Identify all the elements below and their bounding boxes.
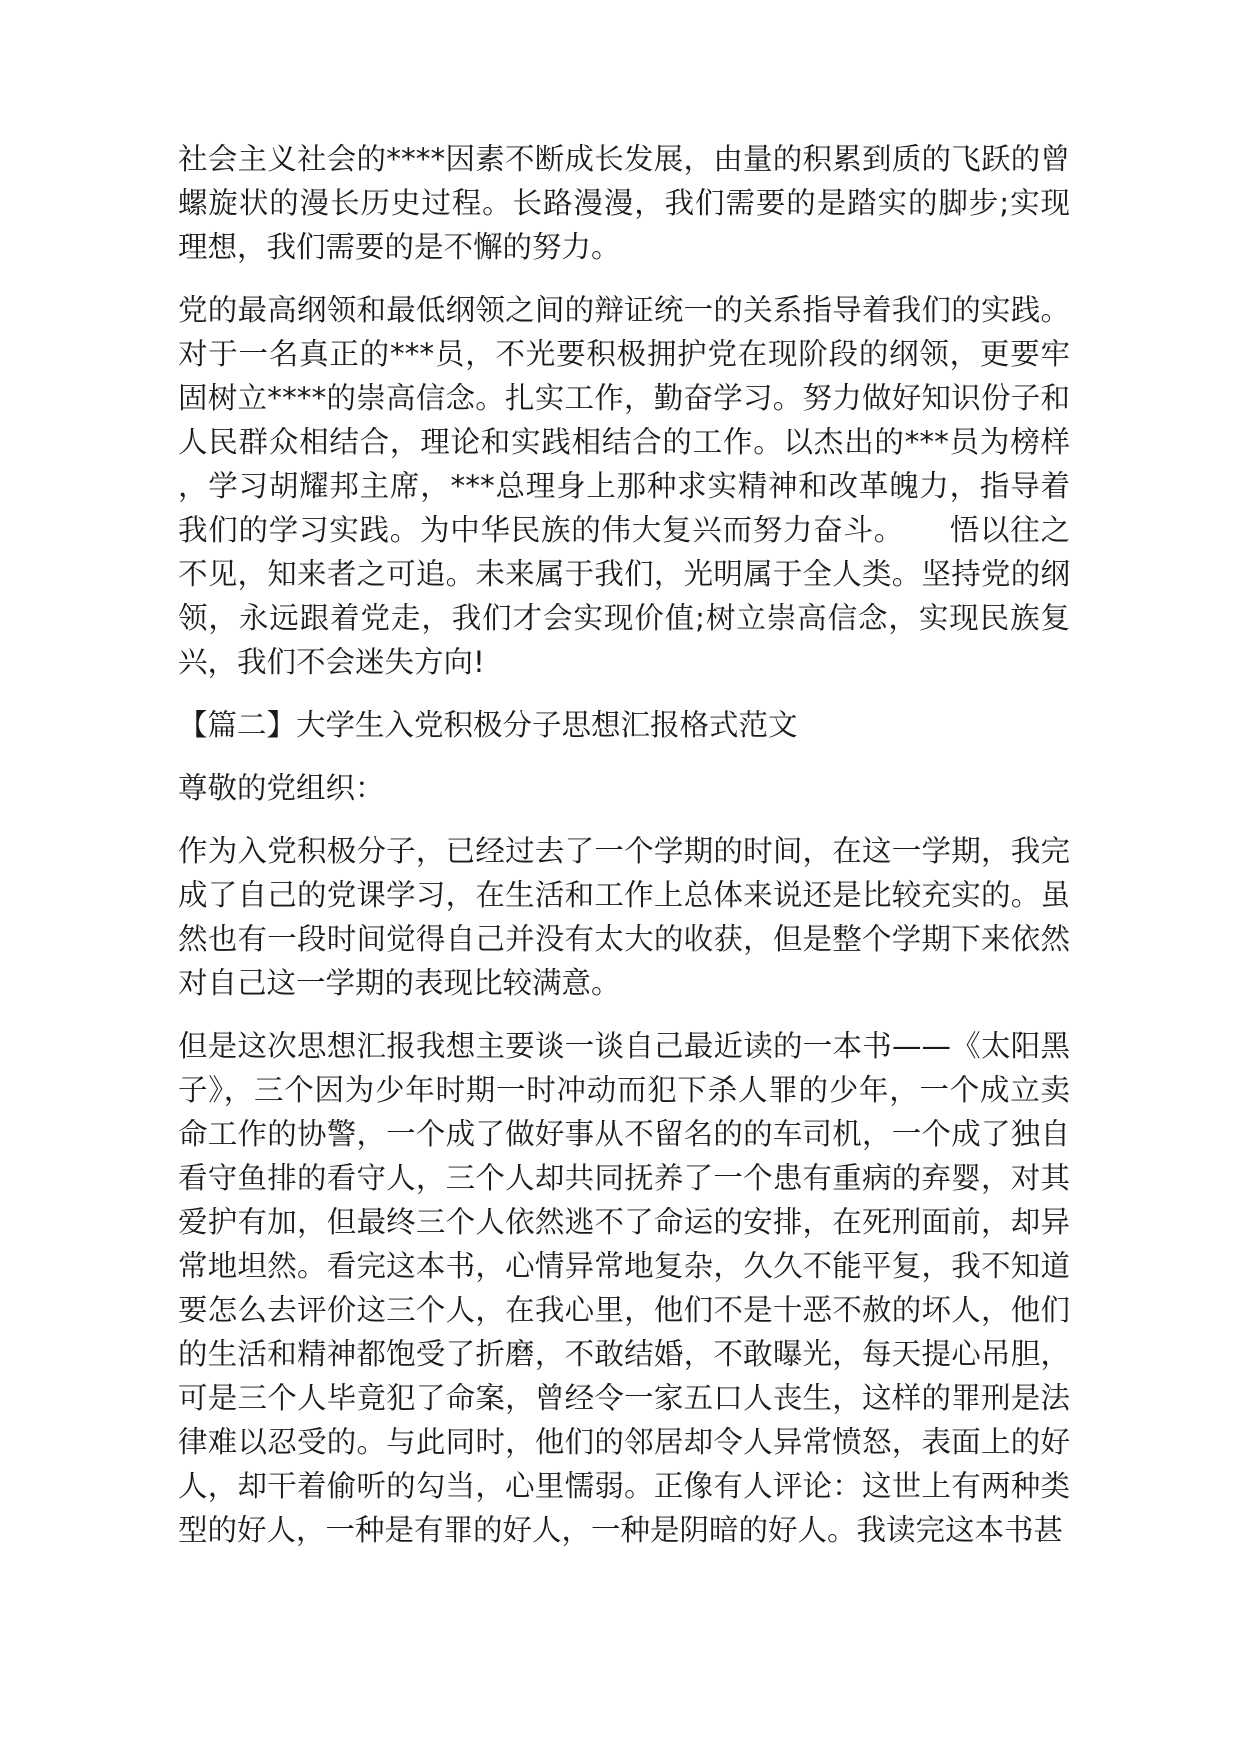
paragraph-3: 作为入党积极分子，已经过去了一个学期的时间，在这一学期，我完成了自己的党课学习，在生活和工作上总体来说还是比较充实的。虽然也有一段时间觉得自己并没有太大的收获，但是整个学期下来依然对自己这一学期的表现比较满意。 [178, 834, 1070, 1000]
paragraph-1: 社会主义社会的****因素不断成长发展，由量的积累到质的飞跃的曾螺旋状的漫长历史过程。长路漫漫，我们需要的是踏实的脚步;实现理想，我们需要的是不懈的努力。 [178, 142, 1070, 264]
salutation: 尊敬的党组织： [178, 771, 385, 805]
section-heading: 【篇二】大学生入党积极分子思想汇报格式范文 [178, 708, 798, 742]
paragraph-4: 但是这次思想汇报我想主要谈一谈自己最近读的一本书——《太阳黑子》，三个因为少年时期一时冲动而犯下杀人罪的少年，一个成立卖命工作的协警，一个成了做好事从不留名的的车司机，一个成了独自看守鱼排的看守人，三个人却共同抚养了一个患有重病的弃婴，对其爱护有加，但最终三个人依然逃不了命运的安排，在死刑面前，却异常地坦然。看完这本书，心情异常地复杂，久久不能平复，我不知道要怎么去评价这三个人，在我心里，他们不是十恶不赦的坏人，他们的生活和精神都饱受了折磨，不敢结婚，不敢曝光，每天提心吊胆，可是三个人毕竟犯了命案，曾经令一家五口人丧生，这样的罪刑是法律难以忍受的。与此同时，他们的邻居却令人异常愤怒，表面上的好人，却干着偷听的勾当，心里懦弱。正像有人评论：这世上有两种类型的好人，一种是有罪的好人，一种是阴暗的好人。我读完这本书甚 [178, 1029, 1070, 1547]
document-body [178, 137, 1070, 1571]
paragraph-2: 党的最高纲领和最低纲领之间的辩证统一的关系指导着我们的实践。对于一名真正的***员，不光要积极拥护党在现阶段的纲领，更要牢固树立****的崇高信念。扎实工作，勤奋学习。努力做好知识份子和人民群众相结合，理论和实践相结合的工作。以杰出的***员为榜样，学习胡耀邦主席，***总理身上那种求实精神和改革魄力，指导着我们的学习实践。为中华民族的伟大复兴而努力奋斗。 悟以往之不见，知来者之可追。未来属于我们，光明属于全人类。坚持党的纲领，永远跟着党走，我们才会实现价值;树立崇高信念，实现民族复兴，我们不会迷失方向! [178, 293, 1070, 679]
